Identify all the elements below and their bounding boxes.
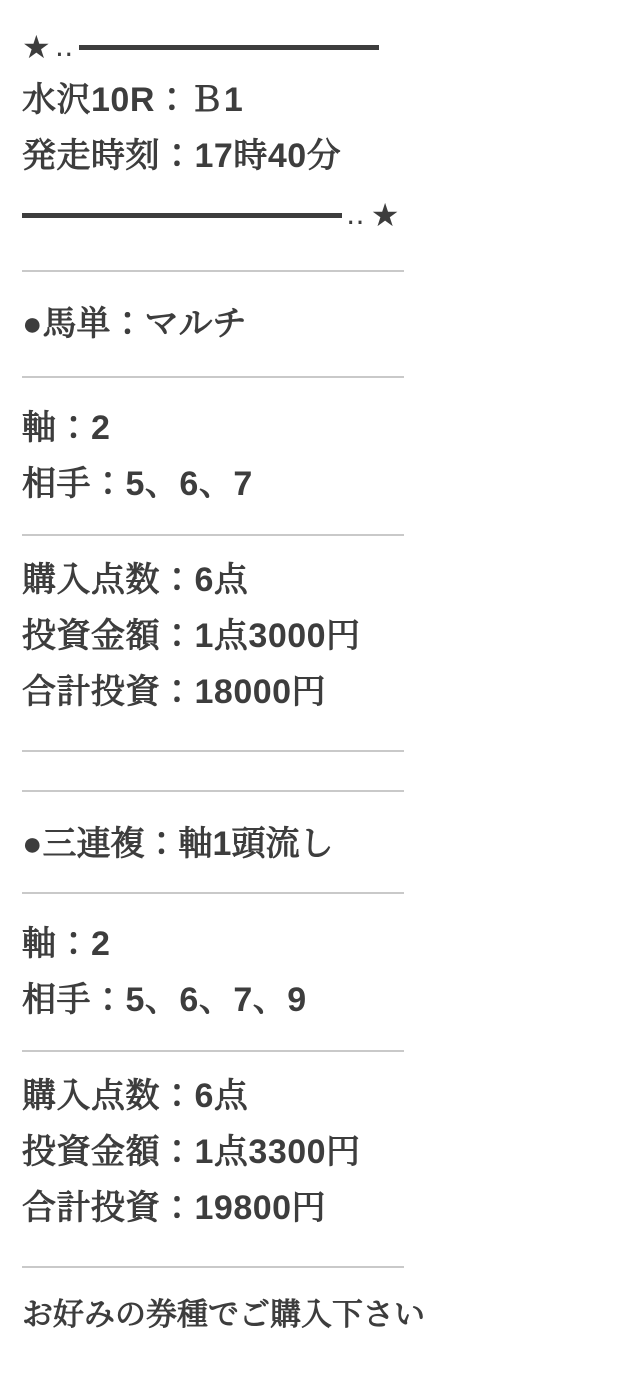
investment-block [22,1064,618,1240]
unit-investment: 投資金額：1点3300円 [22,1133,361,1171]
axis-horse: 軸：2 [22,925,111,963]
total-investment: 合計投資：19800円 [22,1189,327,1227]
unit-investment: 投資金額：1点3000円 [22,617,361,655]
dots-icon: ‥ [346,199,367,230]
star-icon: ★ [370,197,400,233]
partner-horses: 相手：5、6、7、9 [22,981,307,1019]
total-investment: 合計投資：18000円 [22,673,327,711]
race-title: 水沢10R：Ｂ1 [22,81,244,119]
post-time: 発走時刻：17時40分 [22,137,342,175]
header-decoration-bottom [22,190,618,240]
rule-bar [79,45,379,50]
bet-type-title: ●馬単：マルチ [22,305,247,343]
bet-type-title: ●三連複：軸1頭流し [22,825,334,863]
purchase-points: 購入点数：6点 [22,1077,249,1115]
partner-horses: 相手：5、6、7 [22,465,253,503]
axis-horse: 軸：2 [22,409,111,447]
selection-block [22,396,618,516]
purchase-points: 購入点数：6点 [22,561,249,599]
star-icon: ★ [22,29,51,65]
dots-icon: ‥ [54,31,76,62]
footer-note: お好みの券種でご購入下さい [22,1297,425,1332]
rule-bar [22,213,342,218]
selection-block [22,912,618,1032]
investment-block [22,548,618,724]
header-decoration-top [22,22,618,72]
